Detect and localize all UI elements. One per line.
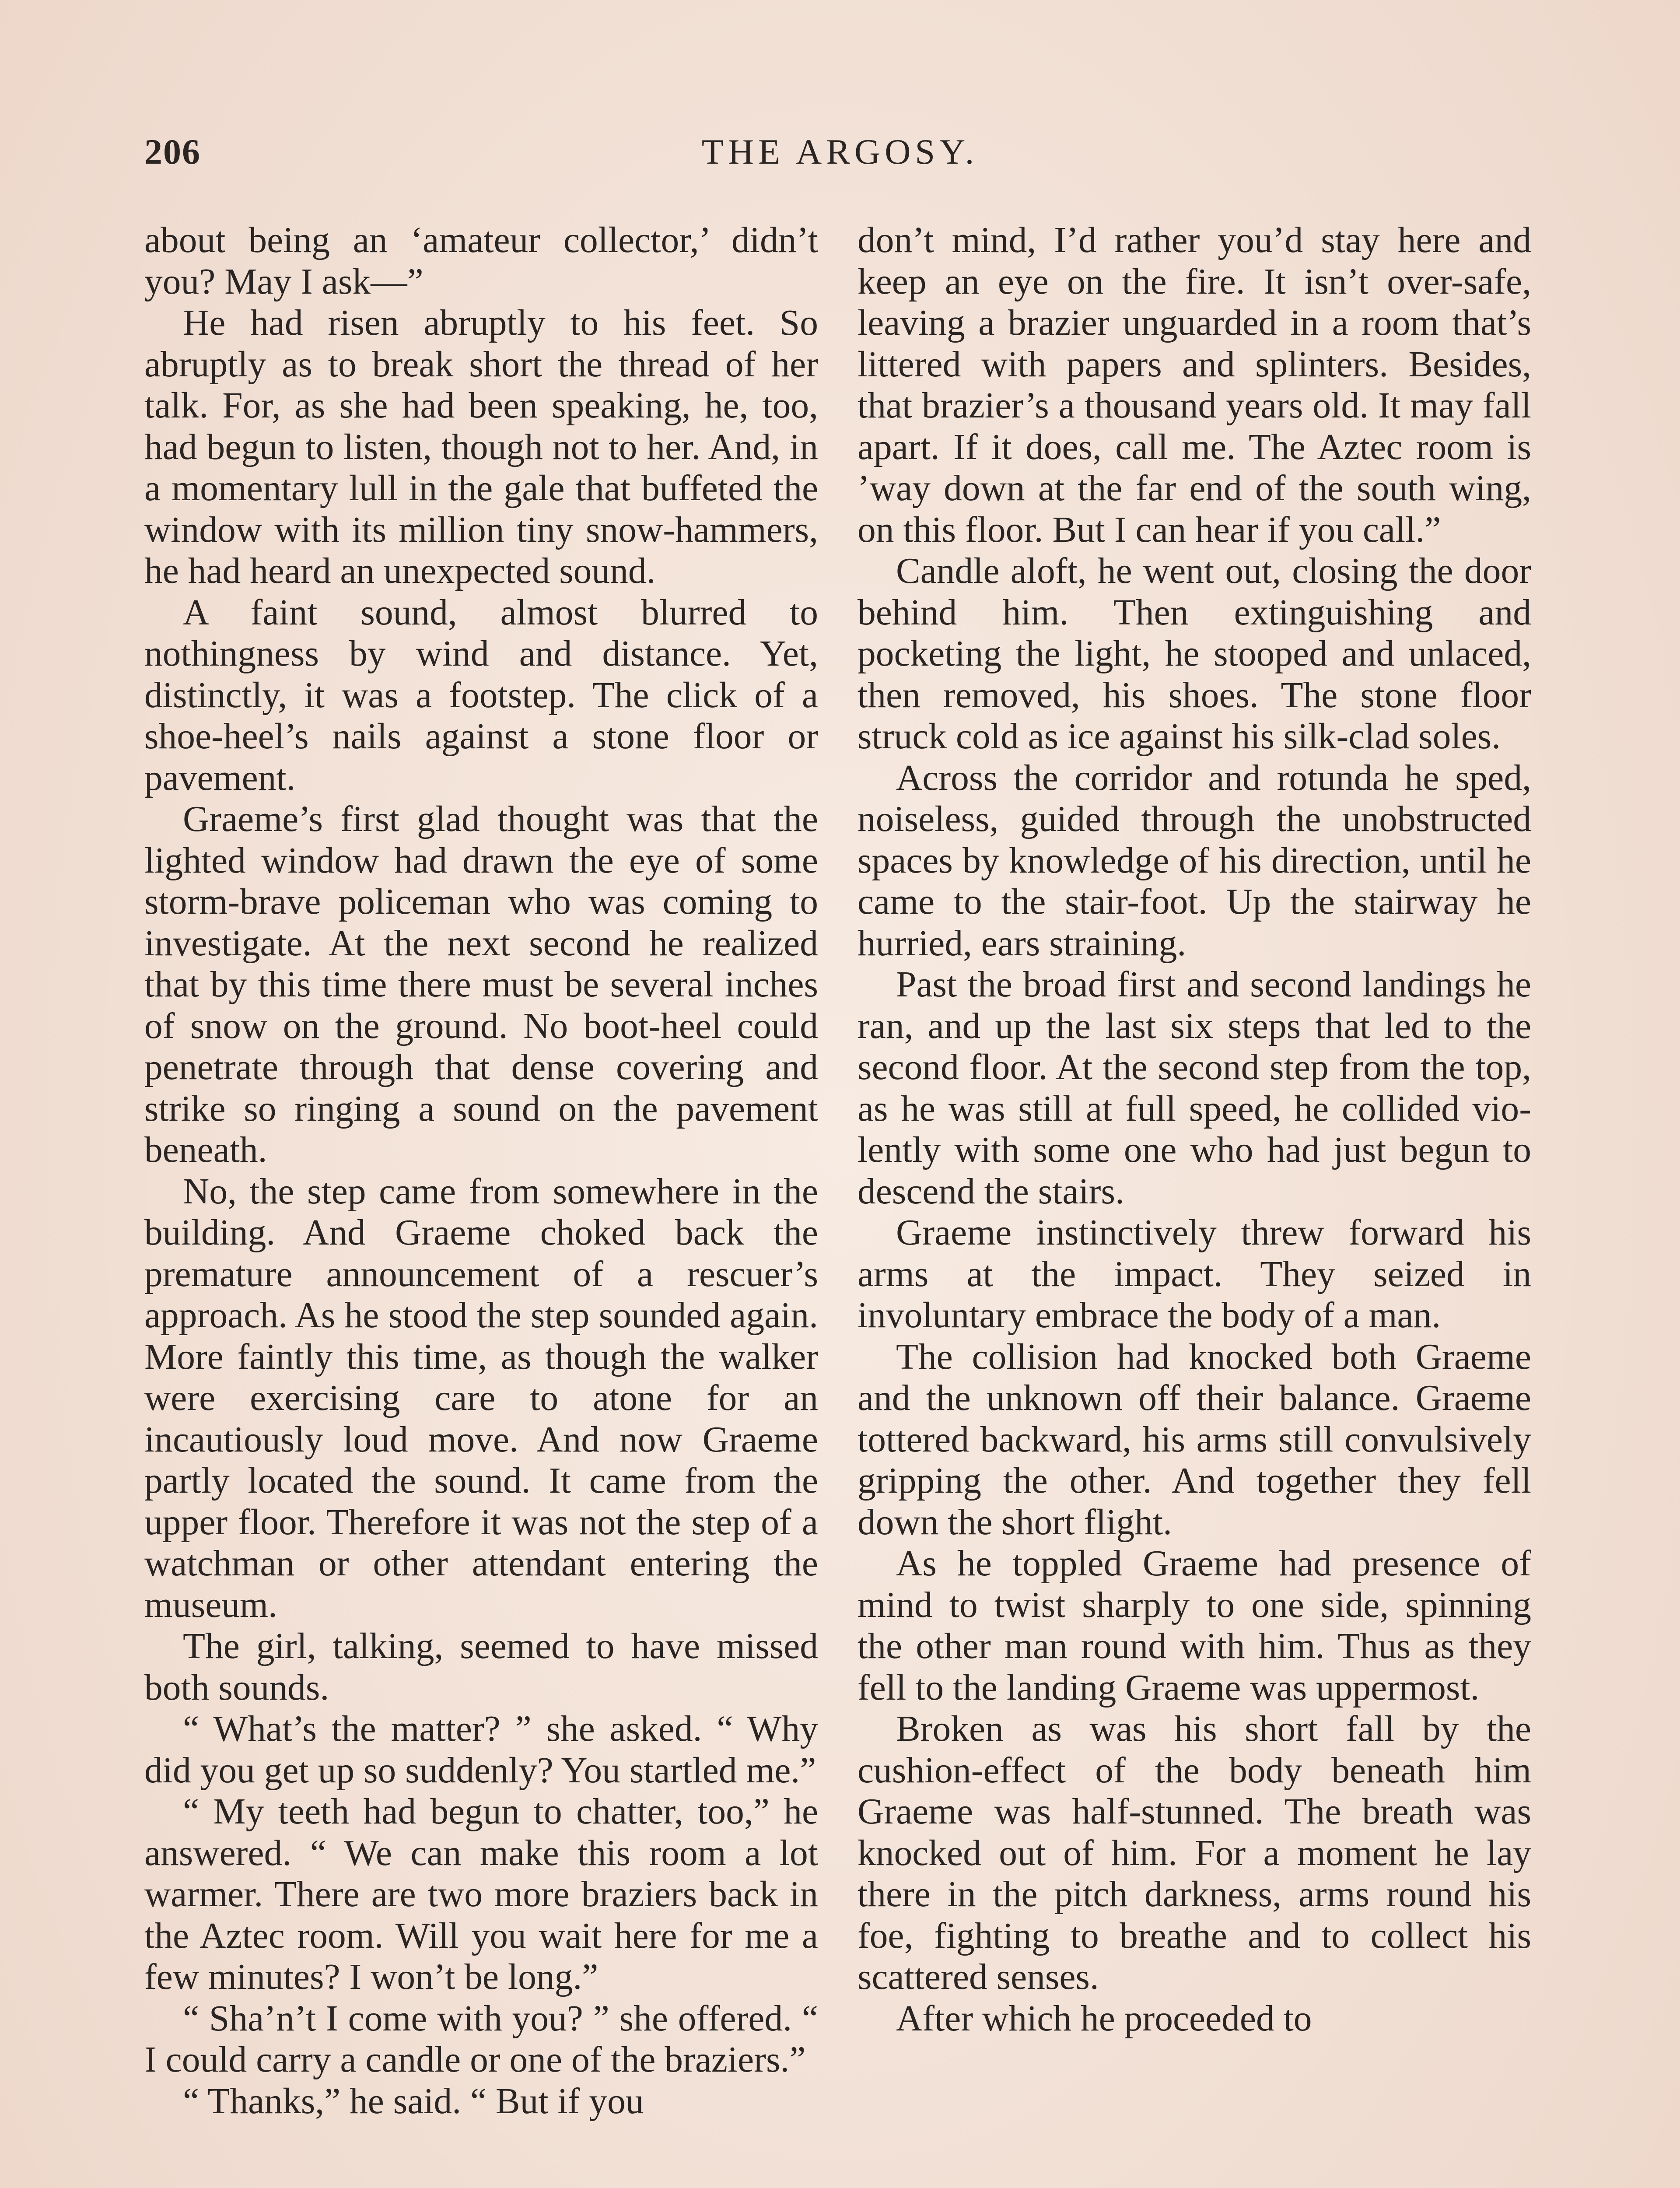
- running-title: THE ARGOSY.: [701, 132, 979, 172]
- paragraph: He had risen abruptly to his feet. So abruptly as to break short the thread of her talk. For, as she had been speaking, he, too, had begun to listen, though not to her. And, in a momentary lull in the gale that buffeted the window with its million tiny snow-hammers, he had heard an unexpected sound.: [144, 303, 818, 591]
- page-header: [144, 131, 1536, 184]
- paragraph: don’t mind, I’d rather you’d stay here and keep an eye on the fire. It isn’t over-safe, leaving a brazier unguarded in a room that’s littered with papers and splinters. Besides, that brazier’s a thousand years old. It may fall apart. If it does, call me. The Aztec room is ’way down at the far end of the south wing, on this floor. But I can hear if you call.”: [858, 220, 1531, 550]
- paragraph: Candle aloft, he went out, closing the door behind him. Then extinguishing and pocketing the light, he stooped and unlaced, then removed, his shoes. The stone floor struck cold as ice against his silk-clad soles.: [858, 551, 1531, 757]
- right-column: [858, 220, 1531, 2039]
- paragraph: Past the broad first and second landings he ran, and up the last six steps that led to the second floor. At the second step from the top, as he was still at full speed, he collided violently with some one who had just begun to descend the stairs.: [858, 964, 1531, 1212]
- paragraph: No, the step came from somewhere in the building. And Graeme choked back the premature announcement of a rescuer’s approach. As he stood the step sounded again. More faintly this time, as though the walker were exercising care to atone for an incautiously loud move. And now Graeme partly located the sound. It came from the upper floor. Therefore it was not the step of a watchman or other attendant entering the museum.: [144, 1171, 818, 1625]
- paragraph: Graeme instinctively threw forward his arms at the impact. They seized in involuntary embrace the body of a man.: [858, 1213, 1531, 1336]
- paragraph: “ My teeth had begun to chatter, too,” he answered. “ We can make this room a lot warmer. There are two more braziers back in the Aztec room. Will you wait here for me a few minutes? I won’t be long.”: [144, 1792, 818, 1997]
- paragraph: A faint sound, almost blurred to nothingness by wind and distance. Yet, distinctly, it was a footstep. The click of a shoe-heel’s nails against a stone floor or pavement.: [144, 592, 818, 798]
- page-number: 206: [144, 132, 201, 172]
- paragraph: Across the corridor and rotunda he sped, noiseless, guided through the unobstructed spaces by knowledge of his direction, until he came to the stair-foot. Up the stairway he hurried, ears straining.: [858, 757, 1531, 964]
- paragraph: “ What’s the matter? ” she asked. “ Why did you get up so suddenly? You startled me.”: [144, 1709, 818, 1791]
- paragraph: Broken as was his short fall by the cushion-effect of the body beneath him Graeme was half-stunned. The breath was knocked out of him. For a moment he lay there in the pitch darkness, arms round his foe, fighting to breathe and to collect his scattered senses.: [858, 1709, 1531, 1997]
- paragraph: As he toppled Graeme had presence of mind to twist sharply to one side, spinning the other man round with him. Thus as they fell to the landing Graeme was uppermost.: [858, 1543, 1531, 1708]
- paragraph: about being an ‘amateur collector,’ didn’t you? May I ask—”: [144, 220, 818, 302]
- paragraph: The collision had knocked both Graeme and the unknown off their balance. Graeme tottered backward, his arms still convulsively gripping the other. And together they fell down the short flight.: [858, 1336, 1531, 1543]
- left-column: [144, 220, 818, 2122]
- paragraph: The girl, talking, seemed to have missed both sounds.: [144, 1626, 818, 1708]
- paragraph: “ Sha’n’t I come with you? ” she offered. “ I could carry a candle or one of the braziers.”: [144, 1998, 818, 2080]
- paragraph: “ Thanks,” he said. “ But if you: [183, 2081, 644, 2121]
- paragraph: After which he proceeded to: [896, 1998, 1312, 2039]
- paragraph: Graeme’s first glad thought was that the lighted window had drawn the eye of some storm-brave policeman who was coming to investigate. At the next second he realized that by this time there must be several inches of snow on the ground. No boot-heel could penetrate through that dense covering and strike so ringing a sound on the pavement beneath.: [144, 799, 818, 1170]
